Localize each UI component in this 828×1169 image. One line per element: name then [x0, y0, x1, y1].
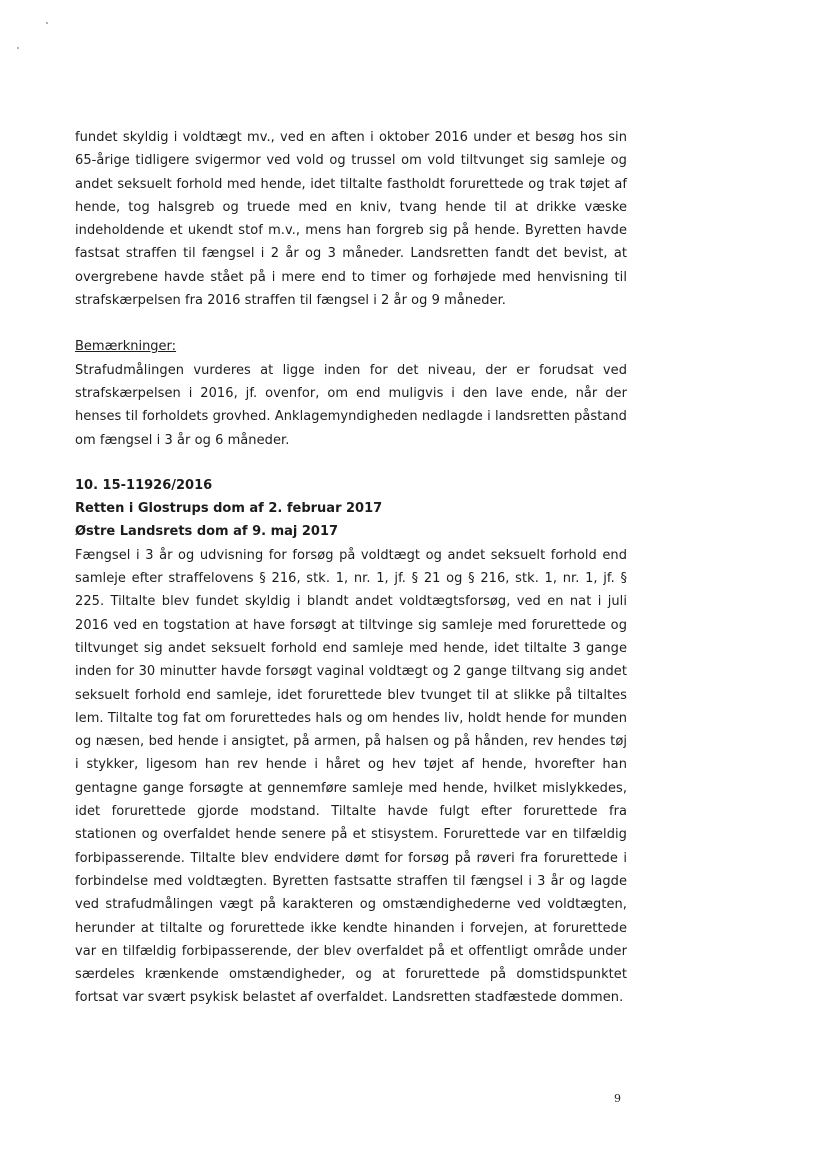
case-court-line-1: Retten i Glostrups dom af 2. februar 2017 [75, 501, 383, 517]
scan-speck [46, 22, 48, 24]
case-number: 10. 15-11926/2016 [75, 477, 213, 493]
document-body [75, 126, 627, 1010]
intro-paragraph: fundet skyldig i voldtægt mv., ved en aften i oktober 2016 under et besøg hos sin 65-årige tidligere svigermor ved vold og trussel om vold tiltvunget sig samleje og andet seksuelt forhold med hende, idet tiltalte fastholdt forurettede og trak tøjet af hende, tog halsgreb og truede med en kniv, tvang hende til at drikke væske indeholdende et ukendt stof m.v., mens han forgreb sig på hende. Byretten havde fastsat straffen til fængsel i 2 år og 3 måneder. Landsretten fandt det bevist, at overgrebene havde stået på i mere end to timer og forhøjede med henvisning til strafskærpelsen fra 2016 straffen til fængsel i 2 år og 9 måneder. [75, 130, 627, 309]
remarks-heading: Bemærkninger: [75, 339, 177, 355]
case-court-line-2: Østre Landsrets dom af 9. maj 2017 [75, 524, 339, 540]
scan-speck [17, 47, 19, 49]
case-section [75, 474, 627, 1010]
remarks-paragraph: Strafudmålingen vurderes at ligge inden for det niveau, der er forudsat ved strafskærpelsen i 2016, jf. ovenfor, om end muligvis i den lave ende, når der henses til forholdets grovhed. Anklagemyndigheden nedlagde i landsretten påstand om fængsel i 3 år og 6 måneder. [75, 362, 627, 448]
case-paragraph: Fængsel i 3 år og udvisning for forsøg på voldtægt og andet seksuelt forhold end samleje efter straffelovens § 216, stk. 1, nr. 1, jf. § 21 og § 216, stk. 1, nr. 1, jf. § 225. Tiltalte blev fundet skyldig i blandt andet voldtægtsforsøg, ved en nat i juli 2016 ved en togstation at have forsøgt at tiltvinge sig samleje med forurettede og tiltvunget sig andet seksuelt forhold end samleje med hende, idet tiltalte 3 gange inden for 30 minutter havde forsøgt vaginal voldtægt og 2 gange tiltvang sig andet seksuelt forhold end samleje, idet forurettede blev tvunget til at slikke på tiltaltes lem. Tiltalte tog fat om forurettedes hals og om hendes liv, holdt hende for munden og næsen, bed hende i ansigtet, på armen, på halsen og på hånden, rev hendes tøj i stykker, ligesom han rev hende i håret og hev tøjet af hende, hvorefter han gentagne gange forsøgte at gennemføre samleje med hende, hvilket mislykkedes, idet forurettede gjorde modstand. Tiltalte havde fulgt efter forurettede fra stationen og overfaldet hende senere på et stisystem. Forurettede var en tilfældig forbipasserende. Tiltalte blev endvidere dømt for forsøg på røveri fra forurettede i forbindelse med voldtægten. Byretten fastsatte straffen til fængsel i 3 år og lagde ved strafudmålingen vægt på karakteren og omstændighederne ved voldtægten, herunder at tiltalte og forurettede ikke kendte hinanden i forvejen, at forurettede var en tilfældig forbipasserende, der blev overfaldet på et offentligt område under særdeles krænkende omstændigheder, og at forurettede på domstidspunktet fortsat var svært psykisk belastet af overfaldet. Landsretten stadfæstede dommen. [75, 547, 627, 1006]
page-number: 9 [614, 1092, 621, 1105]
